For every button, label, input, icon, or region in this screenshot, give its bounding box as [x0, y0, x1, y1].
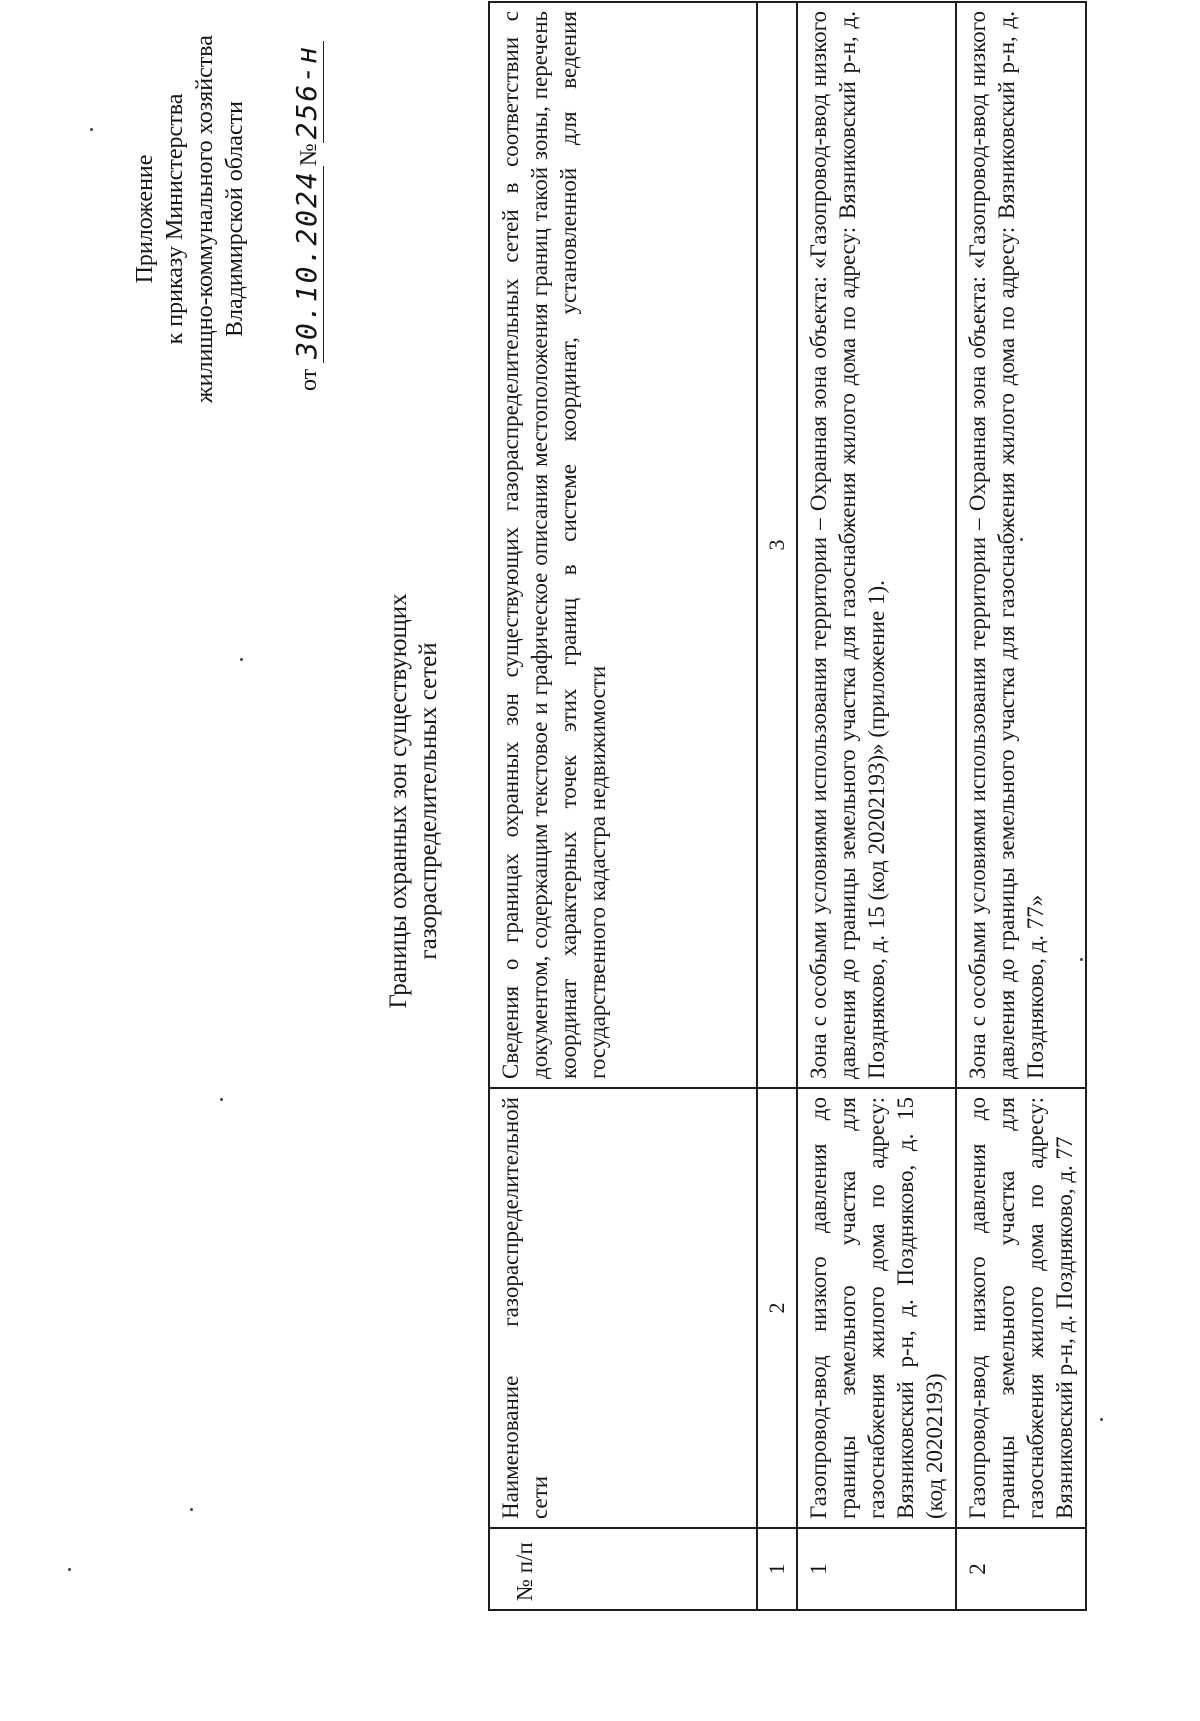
header-name: Наименование газораспределительной сети [489, 1088, 757, 1528]
row-zone-info: Зона с особыми условиями использования территории – Охранная зона объекта: «Газопровод-ввод низкого давления до границы земельного участка для газоснабжения жилого дома по адресу: Вязниковский р-н, д. Поздняково, д. 15 (код 20202193)» (приложение 1). [797, 2, 956, 1088]
appendix-line: Владимирской области [222, 101, 248, 337]
row-network-name: Газопровод-ввод низкого давления до границы земельного участка для газоснабжения жилого дома по адресу: Вязниковский р-н, д. Поздняково, д. 77 [956, 1088, 1086, 1528]
table-row [797, 2, 956, 1610]
column-number: 3 [757, 2, 797, 1088]
appendix-header [130, 19, 250, 419]
header-info: Сведения о границах охранных зон существующих газораспределительных сетей в соответствии с документом, содержащим текстовое и графическое описания местоположения границ такой зоны, перечень координат характерных точек этих границ в системе координат, установленной для ведения государственного кадастра недвижимости [489, 2, 757, 1088]
title-line-1: Границы охранных зон существующих [385, 593, 412, 1009]
row-num: 1 [797, 1528, 956, 1610]
scan-speck [1020, 538, 1023, 541]
table-header-row [489, 2, 757, 1610]
document-title [384, 481, 444, 1121]
scan-speck [220, 1098, 223, 1101]
row-network-name: Газопровод-ввод низкого давления до границы земельного участка для газоснабжения жилого дома по адресу: Вязниковский р-н, д. Поздняково, д. 15 (код 20202193) [797, 1088, 956, 1528]
column-number-row [757, 2, 797, 1610]
title-line-2: газораспределительных сетей [415, 642, 442, 960]
order-prefix: от [296, 368, 322, 391]
appendix-line: к приказу Министерства [162, 93, 188, 345]
order-number-label: № [296, 143, 322, 167]
gas-networks-table [488, 1, 1087, 1611]
table-row [956, 2, 1086, 1610]
scan-speck [240, 658, 243, 661]
order-number-handwritten: 256-н [290, 41, 324, 143]
column-number: 1 [757, 1528, 797, 1610]
row-zone-info: Зона с особыми условиями использования территории – Охранная зона объекта: «Газопровод-ввод низкого давления до границы земельного участка для газоснабжения жилого дома по адресу: Вязниковский р-н, д. Поздняково, д. 77» [956, 2, 1086, 1088]
order-reference [290, 11, 326, 391]
row-num: 2 [956, 1528, 1086, 1610]
appendix-line: Приложение [132, 154, 158, 284]
scan-speck [90, 128, 93, 131]
header-num: № п/п [489, 1528, 757, 1610]
order-date-handwritten: 30.10.2024 [290, 166, 324, 363]
scan-speck [1100, 1418, 1103, 1421]
scan-speck [190, 1508, 193, 1511]
scan-speck [1080, 958, 1083, 961]
scan-speck [68, 1568, 71, 1571]
appendix-line: жилищно-коммунального хозяйства [192, 35, 218, 403]
column-number: 2 [757, 1088, 797, 1528]
